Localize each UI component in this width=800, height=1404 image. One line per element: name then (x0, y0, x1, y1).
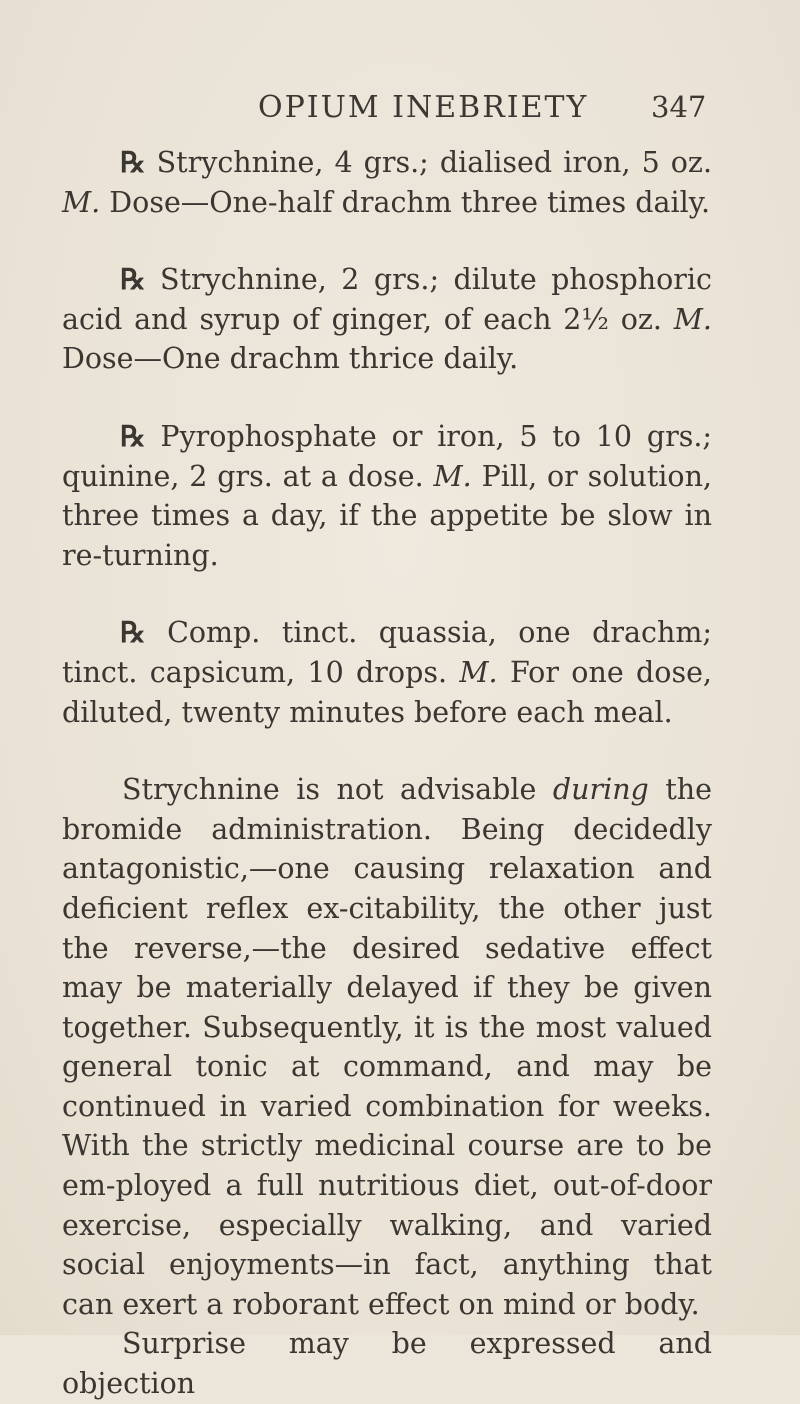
paragraph-surprise: Surprise may be expressed and objection (62, 1327, 712, 1401)
prescription-dose: Pill, or solution, three times a day, if the appetite be slow in re-turning. (62, 459, 712, 572)
prescription-4 (62, 613, 712, 732)
page-number: 347 (651, 90, 707, 124)
paragraph-strychnine (62, 770, 712, 1324)
prescription-dose: Dose—One-half drachm three times daily. (100, 185, 711, 219)
rx-symbol: ℞ (120, 418, 146, 453)
prescription-dose: For one dose, diluted, twenty minutes before each meal. (62, 655, 712, 729)
mix-abbreviation: M. (62, 185, 101, 219)
prescription-2 (62, 260, 712, 379)
prescription-text: Strychnine, 4 grs.; dialised iron, 5 oz. (145, 146, 712, 179)
prescription-text: Strychnine, 2 grs.; dilute phosphoric acid and syrup of ginger, of each 2½ oz. (62, 263, 712, 336)
rx-symbol: ℞ (120, 615, 146, 650)
prescription-3 (62, 417, 712, 575)
emphasis-word: during (552, 773, 649, 807)
prescription-dose: Dose—One drachm thrice daily. (62, 342, 519, 376)
mix-abbreviation: M. (673, 302, 712, 336)
paragraph-text: Strychnine is not advisable (122, 773, 553, 807)
mix-abbreviation: M. (433, 459, 472, 493)
page-header (0, 90, 800, 134)
mix-abbreviation: M. (459, 655, 498, 689)
body-text (62, 143, 712, 1404)
prescription-text: Pyrophosphate or iron, 5 to 10 grs.; quinine, 2 grs. at a dose. (62, 419, 712, 493)
rx-symbol: ℞ (120, 145, 146, 179)
paragraph-text: the bromide administration. Being decidedly antagonistic,—one causing relaxation and deficient reflex ex-citability, the other just the reverse,—the desired sedative effect may be materially delayed if they be given together. Subsequently, it is the most valued general tonic at command, and may be continued in varied combination for weeks. With the strictly medicinal course are to be em-ployed a full nutritious diet, out-of-door exercise, especially walking, and varied social enjoyments—in fact, anything that can exert a roborant effect on mind or body. (62, 773, 713, 1321)
prescription-1 (62, 143, 712, 222)
running-title: OPIUM INEBRIETY (258, 90, 589, 125)
prescription-text: Comp. tinct. quassia, one drachm; tinct. capsicum, 10 drops. (62, 616, 712, 689)
rx-symbol: ℞ (120, 262, 146, 297)
